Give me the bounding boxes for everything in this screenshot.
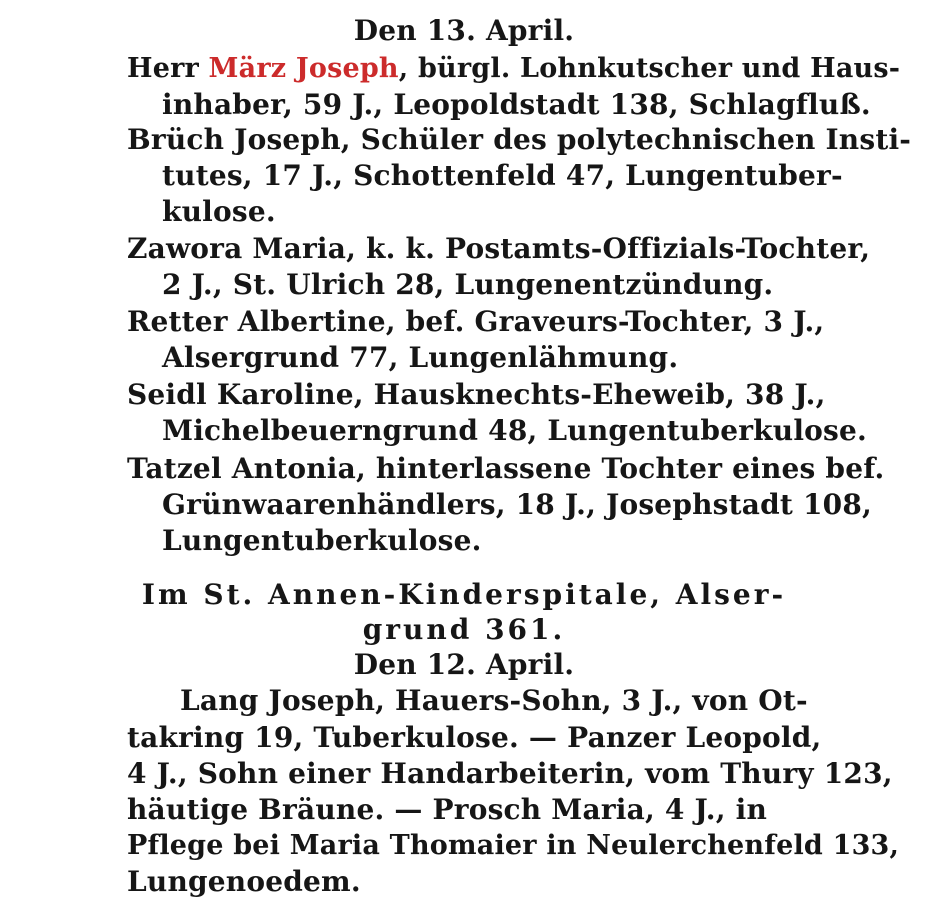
hospital-heading-line-1: Im St. Annen-Kinderspitale, Alser-: [141, 578, 787, 611]
children-entries-line-1: Lang Joseph, Hauers-Sohn, 3 J., von Ot-: [180, 684, 808, 717]
date-heading-april-12: Den 12. April.: [353, 648, 575, 681]
children-entries-line-3: 4 J., Sohn einer Handarbeiterin, vom Thury 123,: [127, 757, 893, 790]
entry-text: , bürgl. Lohnkutscher und Haus-: [398, 53, 901, 84]
highlighted-name: März Joseph: [208, 53, 399, 84]
entry-retter-line-2: Alsergrund 77, Lungenlähmung.: [162, 341, 679, 374]
children-entries-line-6: Lungenoedem.: [127, 865, 361, 898]
entry-tatzel-line-2: Grünwaarenhändlers, 18 J., Josephstadt 108,: [162, 488, 872, 521]
entry-seidl-line-2: Michelbeuerngrund 48, Lungentuberkulose.: [162, 414, 867, 447]
entry-tatzel-line-3: Lungentuberkulose.: [162, 524, 482, 557]
entry-maerz-line-2: inhaber, 59 J., Leopoldstadt 138, Schlagfluß.: [162, 88, 871, 121]
entry-seidl-line-1: Seidl Karoline, Hausknechts-Eheweib, 38 J.,: [127, 378, 826, 411]
entry-zawora-line-2: 2 J., St. Ulrich 28, Lungenentzündung.: [162, 268, 774, 301]
entry-tatzel-line-1: Tatzel Antonia, hinterlassene Tochter eines bef.: [127, 452, 885, 485]
date-heading-april-13: Den 13. April.: [353, 14, 575, 47]
entry-bruech-line-1: Brüch Joseph, Schüler des polytechnischen Insti-: [127, 123, 912, 156]
entry-bruech-line-2: tutes, 17 J., Schottenfeld 47, Lungentuber-: [162, 159, 843, 192]
entry-maerz-line-1: [127, 52, 900, 86]
children-entries-line-2: takring 19, Tuberkulose. — Panzer Leopold,: [127, 721, 822, 754]
hospital-heading-line-2: grund 361.: [362, 613, 566, 646]
entry-prefix: Herr: [127, 53, 209, 84]
children-entries-line-4: häutige Bräune. — Prosch Maria, 4 J., in: [127, 793, 768, 826]
entry-zawora-line-1: Zawora Maria, k. k. Postamts-Offizials-Tochter,: [127, 232, 871, 265]
entry-bruech-line-3: kulose.: [162, 195, 276, 228]
entry-retter-line-1: Retter Albertine, bef. Graveurs-Tochter, 3 J.,: [127, 305, 825, 338]
children-entries-line-5: Pflege bei Maria Thomaier in Neulerchenfeld 133,: [127, 830, 900, 861]
